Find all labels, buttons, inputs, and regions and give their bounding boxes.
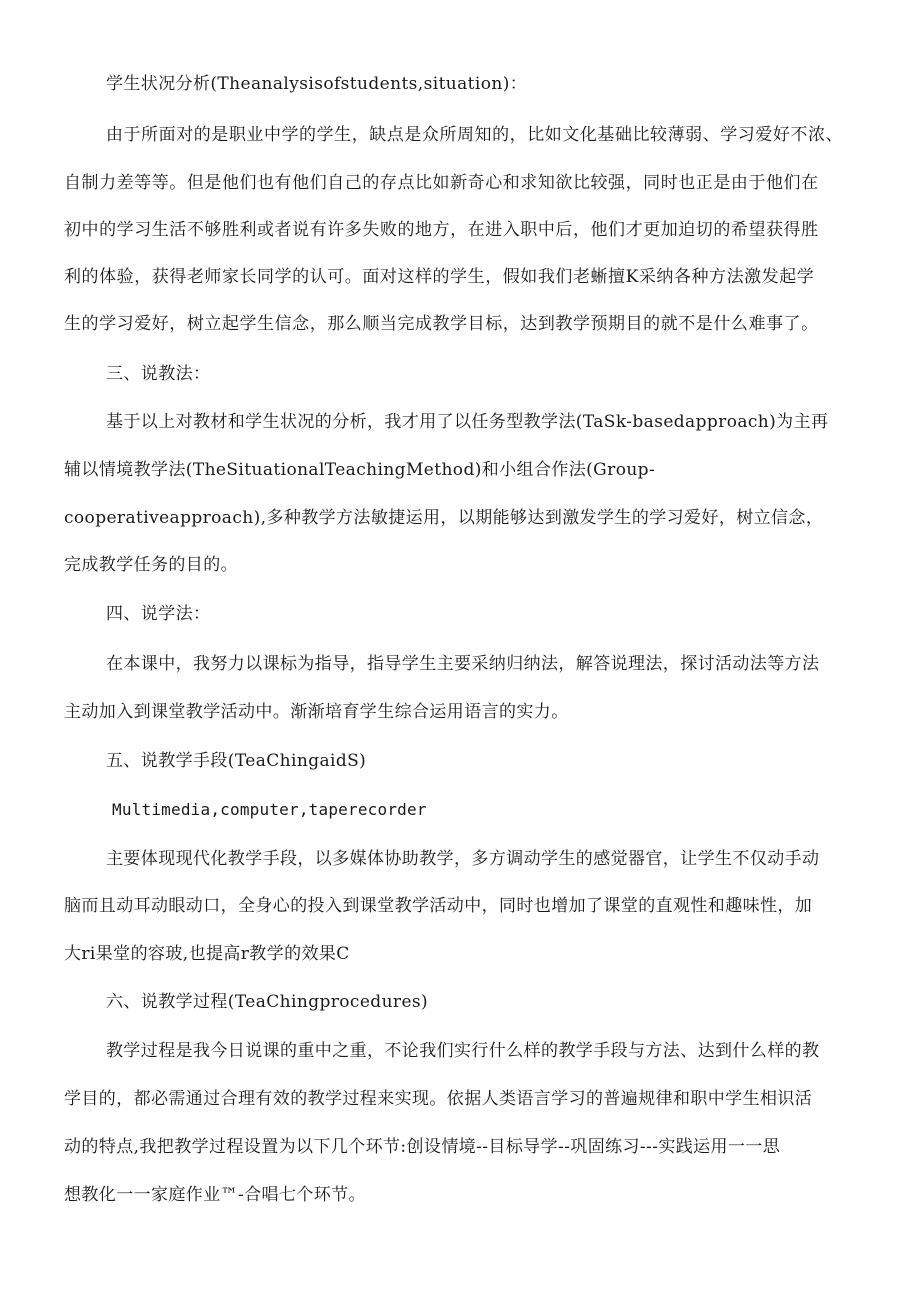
section-6-line-3: 动的特点,我把教学过程设置为以下几个环节:创设情境--目标导学--巩固练习---实践运用一一思: [64, 1137, 781, 1157]
section-5-tools: Multimedia,computer,taperecorder: [112, 800, 427, 819]
section-6-line-1: 教学过程是我今日说课的重中之重，不论我们实行什么样的教学手段与方法、达到什么样的教: [106, 1041, 820, 1061]
section-3-line-1: 基于以上对教材和学生状况的分析，我才用了以任务型教学法(TaSk-basedapproach)为主再: [106, 412, 829, 432]
section-4-line-1: 在本课中，我努力以课标为指导，指导学生主要采纳归纳法，解答说理法，探讨活动法等方法: [106, 654, 820, 674]
section-5-line-3: 大ri果堂的容玻,也提高r教学的效果C: [64, 944, 350, 964]
section-3-line-3: cooperativeapproach),多种教学方法敏捷运用，以期能够达到激发学生的学习爱好，树立信念，: [64, 508, 824, 528]
section-5-line-1: 主要体现现代化教学手段，以多媒体协助教学，多方调动学生的感觉器官，让学生不仅动手动: [106, 849, 820, 869]
students-analysis-heading: 学生状况分析(Theanalysisofstudents,situation)：: [106, 74, 528, 94]
section-6-line-4: 想教化一一家庭作业™-合唱七个环节。: [64, 1185, 366, 1205]
section-3-line-2: 辅以情境教学法(TheSituationalTeachingMethod)和小组合作法(Group-: [64, 460, 656, 480]
section-3-heading: 三、说教法：: [106, 364, 211, 384]
section-6-heading: 六、说教学过程(TeaChingprocedures): [106, 992, 429, 1012]
section-4-line-2: 主动加入到课堂教学活动中。渐渐培育学生综合运用语言的实力。: [64, 702, 569, 722]
section-5-line-2: 脑而且动耳动眼动口，全身心的投入到课堂教学活动中，同时也增加了课堂的直观性和趣味性，加: [64, 896, 813, 916]
students-analysis-line-3: 初中的学习生活不够胜利或者说有许多失败的地方，在进入职中后，他们才更加迫切的希望获得胜: [64, 220, 819, 240]
section-6-line-2: 学目的，都必需通过合理有效的教学过程来实现。依据人类语言学习的普遍规律和职中学生相识活: [64, 1089, 813, 1109]
students-analysis-line-1: 由于所面对的是职业中学的学生，缺点是众所周知的，比如文化基础比较薄弱、学习爱好不浓、: [106, 125, 844, 145]
students-analysis-line-2: 自制力差等等。但是他们也有他们自己的存点比如新奇心和求知欲比较强，同时也正是由于他们在: [64, 173, 819, 193]
students-analysis-line-4: 利的体验，获得老师家长同学的认可。面对这样的学生，假如我们老蜥擅K采纳各种方法激发起学: [64, 267, 815, 287]
section-3-line-4: 完成教学任务的目的。: [64, 555, 238, 575]
section-5-heading: 五、说教学手段(TeaChingaidS): [106, 751, 367, 771]
section-4-heading: 四、说学法：: [106, 604, 211, 624]
students-analysis-line-5: 生的学习爱好，树立起学生信念，那么顺当完成教学目标，达到教学预期目的就不是什么难事了。: [64, 314, 819, 334]
